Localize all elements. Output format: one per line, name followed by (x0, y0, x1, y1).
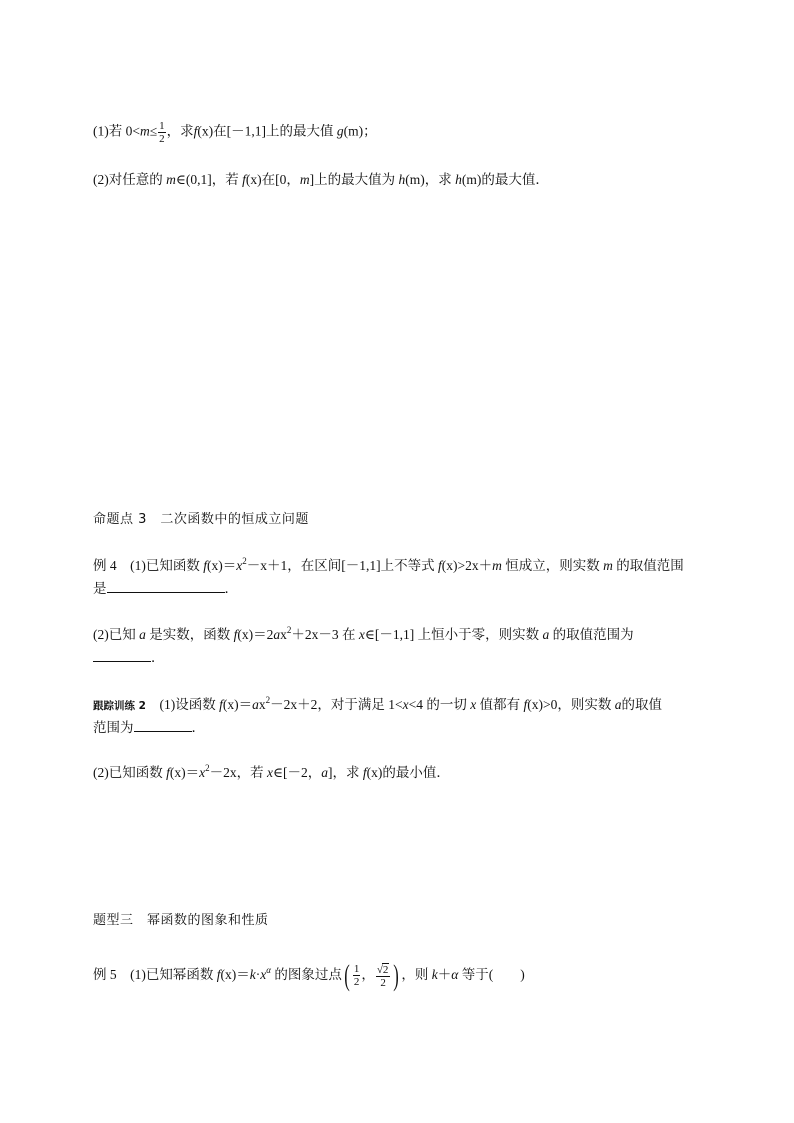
question-1: (1)若 0<m≤ $\frac{1}{2}$ ，求f(x)在[－1,1]上的最大值 g(m)； (93, 120, 377, 145)
example-4-part-1-line-2: 是 ． (93, 578, 238, 599)
example-5-part-1: 例 5 (1)已知幂函数 $f(x)=k\cdot x^\alpha$ 的图象过点( $\frac{1}{2}$ ， $\frac{√2}{2}$ ) ，则 k＋α 等于( ) (93, 958, 525, 992)
left-paren: ( (344, 958, 350, 992)
question-2: (2)对任意的 m∈(0,1]，若 f(x)在[0，m]上的最大值为 h(m)，求 h(m)的最大值． (93, 172, 549, 187)
section-heading-3: 命题点 3 二次函数中的恒成立问题 (93, 512, 309, 527)
example-4-part-2-line-2: ． (93, 647, 165, 668)
example-4-part-1-line-1: 例 4 (1)已知函数 $f(x)=x^2-x+1$，在区间[－1,1]上不等式 f(x)>2x＋m 恒成立，则实数 m 的取值范围 (93, 556, 684, 573)
fraction-one-half: $\frac{1}{2}$ (353, 963, 360, 989)
tracking-training-2-line-2: 范围为 ． (93, 717, 205, 738)
answer-blank[interactable] (107, 578, 225, 593)
example-4-part-2-line-1: (2)已知 a 是实数，函数 $f(x)=2ax^2+2x-3$ 在 x∈[－1,1] 上恒小于零，则实数 a 的取值范围为 (93, 625, 634, 642)
tracking-training-label: 跟踪训练 2 (93, 700, 146, 712)
fraction-sqrt2-over-2: $\frac{√2}{2}$ (376, 963, 389, 989)
section-heading-type-3: 题型三 幂函数的图象和性质 (93, 913, 269, 928)
right-paren: ) (393, 958, 400, 992)
answer-blank[interactable] (93, 647, 151, 662)
answer-blank[interactable] (134, 717, 192, 732)
tracking-training-2-line-1: 跟踪训练 2 (1)设函数 $f(x)=ax^2-2x+2$，对于满足 1<x<4 的一切 x 值都有 f(x)>0，则实数 a的取值 (93, 695, 662, 712)
fraction-half: $\frac{1}{2}$ (159, 120, 165, 145)
tracking-training-2-part-2: (2)已知函数 $f(x)=x^2-2x$，若 x∈[－2，a]，求 f(x)的最小值． (93, 763, 450, 780)
